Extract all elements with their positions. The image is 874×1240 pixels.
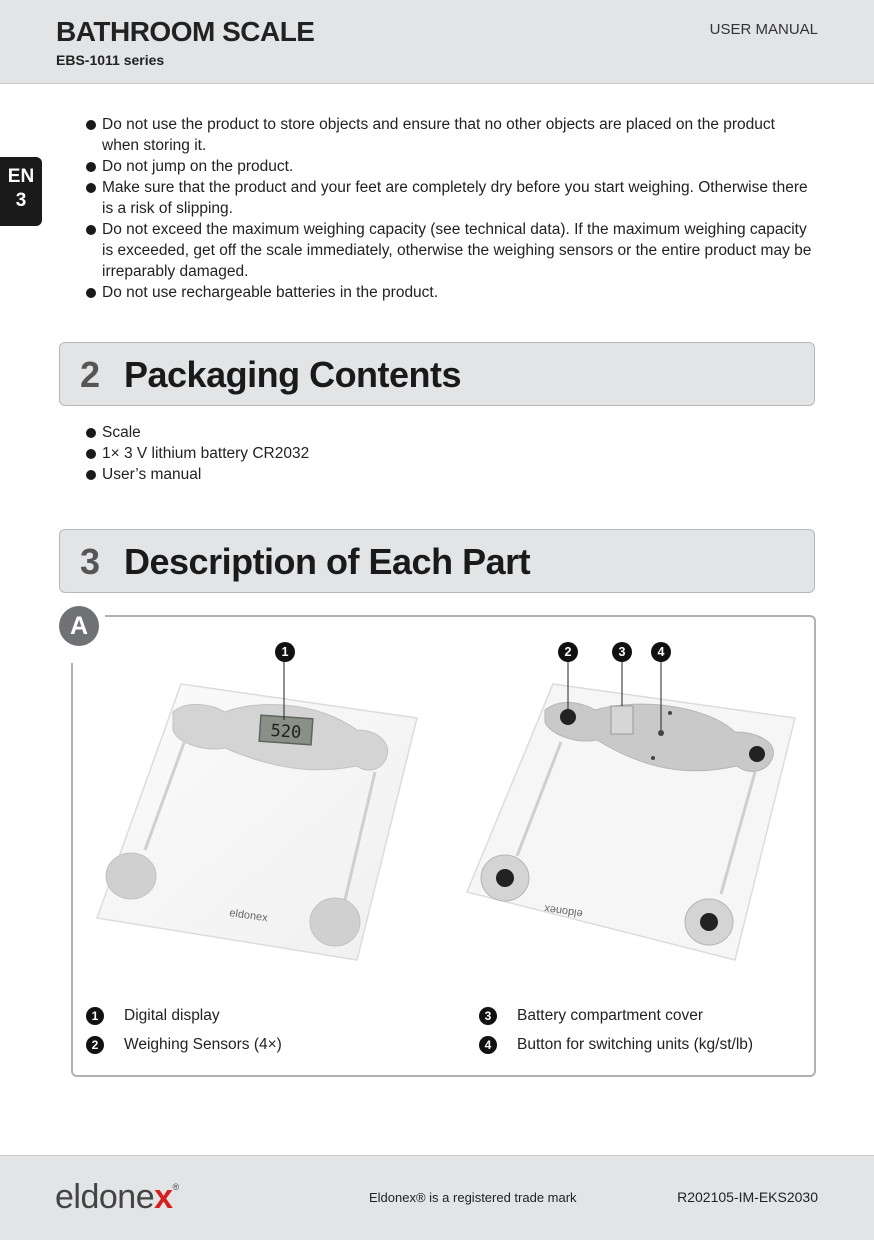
document-code: R202105-IM-EKS2030 [677, 1189, 818, 1205]
callout-1: 1 [275, 642, 295, 662]
legend-number: 1 [86, 1007, 104, 1025]
section-heading-packaging [59, 342, 815, 406]
callout-4: 4 [651, 642, 671, 662]
brand-logo: eldonex® [55, 1178, 179, 1216]
legend-item [479, 1007, 703, 1025]
legend-text: Battery compartment cover [517, 1007, 704, 1024]
callout-3: 3 [612, 642, 632, 662]
list-item: Do not use the product to store objects and ensure that no other objects are placed on the product when storing it. [86, 114, 816, 156]
section-title: Description of Each Part [124, 541, 531, 582]
language-page-tab [0, 157, 42, 226]
list-item: Make sure that the product and your feet are completely dry before you start weighing. Otherwise there is a risk of slipping. [86, 177, 816, 219]
section-number: 3 [80, 541, 101, 582]
callout-2: 2 [558, 642, 578, 662]
product-title: BATHROOM SCALE [56, 16, 315, 47]
legend-item [86, 1036, 282, 1054]
legend-number: 3 [479, 1007, 497, 1025]
legend-number: 4 [479, 1036, 497, 1054]
product-series: EBS-1011 series [56, 52, 165, 68]
scale-brand-print-mirrored: eldonex [543, 902, 584, 920]
page-footer [0, 1155, 874, 1240]
list-item: Do not exceed the maximum weighing capacity (see technical data). If the maximum weighing capacity is exceeded, get off the scale immediately, otherwise the weighing sensors or the entire product may be irreparably damaged. [86, 219, 816, 282]
legend-item [479, 1036, 753, 1054]
section-number: 2 [80, 354, 101, 395]
scale-back-illustration [465, 660, 805, 990]
list-item: Scale [86, 422, 586, 443]
page-header [0, 0, 874, 84]
scale-front-illustration [95, 660, 435, 990]
packaging-list [86, 422, 586, 485]
display-reading: 520 [269, 720, 302, 744]
trademark-note: Eldonex® is a registered trade mark [369, 1190, 577, 1205]
legend-item [86, 1007, 220, 1025]
legend-number: 2 [86, 1036, 104, 1054]
legend-text: Button for switching units (kg/st/lb) [517, 1036, 754, 1053]
list-item: User’s manual [86, 464, 586, 485]
list-item: Do not use rechargeable batteries in the product. [86, 282, 816, 303]
legend-text: Digital display [124, 1007, 220, 1024]
page-number: 3 [15, 190, 27, 211]
list-item: Do not jump on the product. [86, 156, 816, 177]
legend-text: Weighing Sensors (4×) [124, 1036, 282, 1053]
safety-bullet-list [86, 114, 816, 303]
manual-label: USER MANUAL [709, 21, 818, 38]
section-title: Packaging Contents [124, 354, 462, 395]
language-code: EN [7, 166, 35, 187]
section-heading-parts [59, 529, 815, 593]
figure-label-badge: A [59, 606, 99, 646]
scale-brand-print: eldonex [228, 907, 269, 925]
list-item: 1× 3 V lithium battery CR2032 [86, 443, 586, 464]
